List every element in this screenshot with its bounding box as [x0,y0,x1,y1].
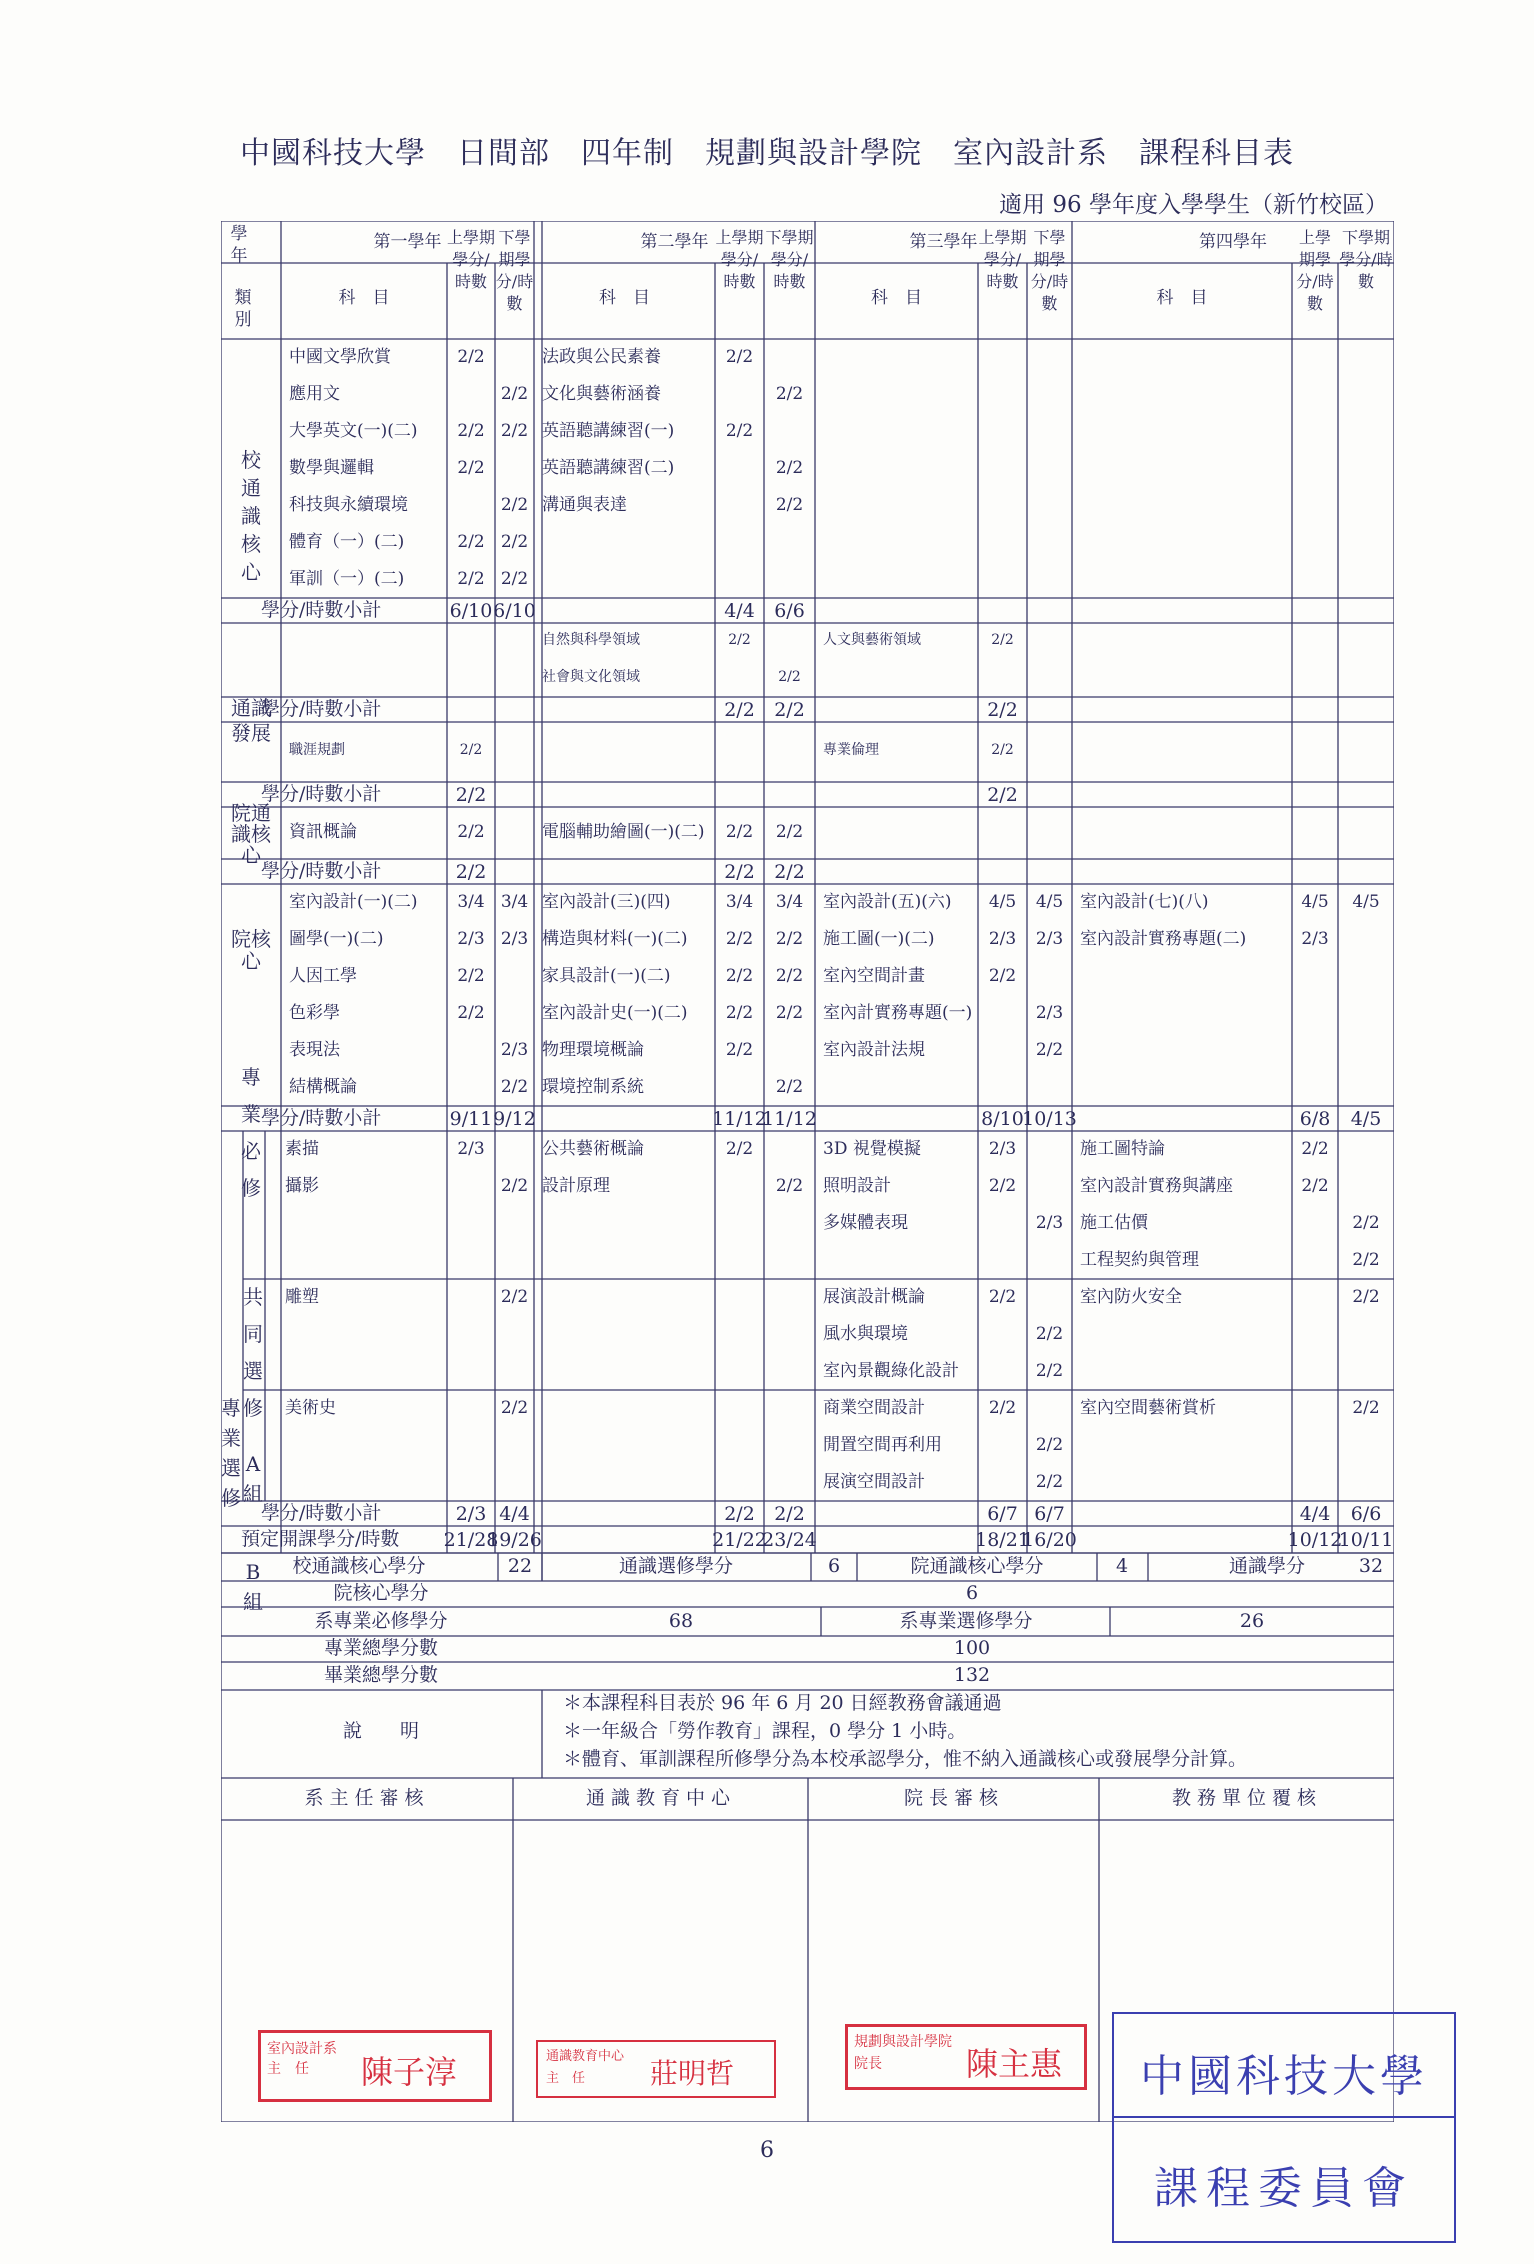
note-line: ＊本課程科目表於 96 年 6 月 20 日經教務會議通過 [563,1692,1002,1714]
credit-upper: 2/2 [988,965,1017,986]
subtotal-value: 9/11 [449,1107,493,1130]
subtotal-value: 4/4 [499,1502,530,1525]
header-upper: 上學期學分/時數 [978,228,1027,291]
stamp-gen-ed-name: 莊明哲 [650,2057,735,2090]
section-general-dev: 通識發展 [231,696,271,745]
subtotal-label: 學分/時數小計 [261,782,382,805]
signoff-label: 通識教育中心 [585,1787,737,1809]
course-name: 自然與科學領域 [542,631,640,648]
credit-upper: 2/2 [991,631,1014,648]
course-name: 素描 [285,1138,319,1159]
credit-upper: 2/2 [988,1286,1017,1307]
subtotal-value: 2/2 [455,860,487,883]
summary-major-total-label: 專業總學分數 [323,1637,439,1659]
course-name: 風水與環境 [823,1323,908,1344]
planned-value: 18/21 [975,1528,1030,1551]
section-college-core: 院核心 [231,927,271,973]
course-name: 展演設計概論 [823,1286,925,1307]
credit-upper: 2/2 [457,420,485,441]
credit-lower: 2/2 [1352,1397,1380,1418]
course-name: 施工圖(一)(二) [823,928,935,949]
subtotal-value: 2/2 [455,783,487,806]
course-name: 色彩學 [289,1002,340,1023]
course-name: 公共藝術概論 [542,1138,644,1159]
header-year-3: 第三學年 [909,232,978,252]
course-name: 結構概論 [289,1076,357,1097]
credit-upper: 2/2 [1301,1175,1329,1196]
summary-major-req-label: 系專業必修學分 [314,1610,448,1632]
note-line: ＊一年級合「勞作教育」課程，0 學分 1 小時。 [563,1720,967,1742]
subtotal-value: 2/2 [774,698,805,721]
credit-upper: 2/3 [988,928,1017,949]
course-name: 美術史 [285,1397,336,1418]
header-subject: 科 目 [599,288,650,308]
subtotal-value: 2/2 [774,1502,805,1525]
header-lower: 下學期學分/時數 [765,228,814,291]
course-name: 資訊概論 [289,822,357,842]
stamp-dean [845,2024,1087,2090]
course-name: 工程契約與管理 [1080,1249,1199,1270]
subtotal-value: 6/6 [774,599,805,622]
credit-upper: 2/2 [457,346,485,367]
stamp-gen-ed-org: 通識教育中心 [546,2049,625,2064]
summary-gen-elective-val: 6 [827,1555,841,1577]
header-subject: 科 目 [338,288,390,308]
credit-upper: 2/2 [457,965,485,986]
credit-lower: 2/2 [775,1175,804,1196]
summary-college-gen-core-val: 4 [1115,1555,1129,1577]
course-name: 中國文學欣賞 [289,346,391,367]
course-name: 設計原理 [542,1175,610,1196]
course-name: 環境控制系統 [542,1076,644,1097]
credit-upper: 2/3 [988,1138,1017,1159]
planned-value: 21/22 [712,1528,767,1551]
header-subject: 科 目 [1156,288,1208,308]
course-name: 室內設計(一)(二) [289,891,418,912]
credit-lower: 2/2 [775,383,804,404]
course-name: 室內景觀綠化設計 [823,1360,959,1381]
credit-lower: 2/2 [500,383,529,404]
summary-major-req-val: 68 [668,1610,694,1632]
course-name: 文化與藝術涵養 [542,383,661,404]
course-name: 室內設計史(一)(二) [542,1002,688,1023]
page-title: 中國科技大學 日間部 四年制 規劃與設計學院 室內設計系 課程科目表 [240,136,1294,171]
stamp-dean-title: 院長 [854,2056,882,2072]
course-name: 數學與邏輯 [289,457,374,478]
header-upper: 上學期學分/時數 [715,228,764,291]
stamp-dean-name: 陳主惠 [966,2045,1063,2083]
credit-upper: 3/4 [725,891,754,912]
subtotal-label: 學分/時數小計 [261,1106,382,1129]
subtotal-value: 6/8 [1299,1107,1331,1130]
summary-grad-total-label: 畢業總學分數 [323,1664,439,1686]
summary-college-core-val: 6 [965,1582,979,1604]
planned-value: 19/26 [487,1528,542,1551]
subtotal-value: 6/7 [987,1502,1018,1525]
header-category-label: 類別 [234,288,252,330]
credit-upper: 2/2 [1301,1138,1329,1159]
course-name: 室內設計法規 [823,1039,925,1060]
credit-upper: 2/2 [725,1138,754,1159]
credit-lower: 2/2 [775,457,804,478]
course-name: 室內設計(七)(八) [1080,891,1209,912]
header-year-1: 第一學年 [373,232,442,252]
section-major-elective: 專業選修 [221,1396,241,1510]
credit-upper: 2/2 [725,1002,754,1023]
course-name: 電腦輔助繪圖(一)(二) [542,822,705,842]
summary-gen-total-val: 32 [1358,1555,1384,1577]
credit-lower: 2/2 [1352,1286,1380,1307]
course-name: 社會與文化領域 [542,668,640,685]
credit-upper: 2/2 [457,1002,485,1023]
curriculum-table [221,221,1394,2122]
credit-lower: 2/2 [1035,1471,1064,1492]
header-year-label: 學年 [230,224,248,266]
course-name: 軍訓（一）(二) [289,568,405,589]
section-group-a: A組 [243,1452,263,1506]
subtotal-value: 6/10 [493,599,536,622]
credit-lower: 2/2 [775,965,804,986]
subtotal-value: 6/10 [449,599,493,622]
course-name: 應用文 [289,383,340,404]
subtotal-value: 9/12 [493,1107,536,1130]
credit-upper: 2/3 [457,1138,485,1159]
summary-major-total-val: 100 [953,1637,991,1659]
signoff-label: 系主任審核 [304,1787,430,1809]
signoff-label: 院長審核 [903,1787,1005,1809]
credit-upper: 2/2 [457,531,485,552]
section-common-elective: 共同選修 [243,1285,263,1420]
course-name: 圖學(一)(二) [289,928,384,949]
section-group-b: B組 [243,1560,263,1614]
signoff-label: 教務單位覆核 [1171,1787,1323,1809]
committee-seal [1112,2012,1456,2243]
course-name: 專業倫理 [823,742,879,758]
credit-upper: 4/5 [1301,891,1329,912]
subtotal-value: 11/12 [762,1107,817,1130]
credit-lower: 2/2 [500,420,529,441]
course-name: 構造與材料(一)(二) [542,928,688,949]
credit-lower: 2/3 [1035,928,1064,949]
credit-lower: 2/2 [500,1286,529,1307]
course-name: 人文與藝術領域 [823,631,921,648]
header-lower: 下學期學分/時數 [495,228,534,313]
subtotal-value: 6/7 [1034,1502,1065,1525]
credit-lower: 4/5 [1035,891,1064,912]
stamp-dept-name: 陳子淳 [361,2053,458,2091]
course-name: 展演空間設計 [823,1471,925,1492]
planned-label: 預定開課學分/時數 [241,1527,400,1550]
summary-college-core-label: 院核心學分 [333,1582,429,1604]
subtotal-value: 8/10 [981,1107,1024,1130]
course-name: 體育（一）(二) [289,531,405,552]
credit-upper: 2/2 [988,1397,1017,1418]
credit-lower: 2/2 [1035,1323,1064,1344]
header-year-4: 第四學年 [1199,232,1267,252]
course-name: 職涯規劃 [289,742,345,758]
stamp-dept-org: 室內設計系 [267,2041,337,2057]
section-college-gen-core: 院通識核心 [231,801,271,867]
subtotal-label: 學分/時數小計 [261,697,382,720]
stamp-dept-title: 主 任 [267,2061,309,2077]
summary-school-core-label: 校通識核心學分 [292,1555,426,1577]
planned-value: 21/28 [443,1528,499,1551]
summary-major-elec-val: 26 [1239,1610,1265,1632]
course-name: 室內設計(五)(六) [823,891,952,912]
subtotal-value: 2/2 [724,860,755,883]
planned-value: 10/12 [1287,1528,1343,1551]
subtotal-label: 學分/時數小計 [261,598,382,621]
header-year-2: 第二學年 [640,232,709,252]
credit-lower: 2/2 [500,494,529,515]
course-name: 家具設計(一)(二) [542,965,671,986]
subtotal-value: 2/2 [987,698,1018,721]
course-name: 多媒體表現 [823,1212,908,1233]
summary-major-elec-label: 系專業選修學分 [899,1610,1033,1632]
credit-lower: 2/2 [500,1397,529,1418]
header-upper: 上學期學分/時數 [1296,228,1334,313]
credit-upper: 2/2 [459,742,483,758]
credit-lower: 2/2 [1352,1212,1380,1233]
course-name: 雕塑 [285,1286,319,1307]
stamp-gen-ed-title: 主 任 [546,2071,586,2086]
course-name: 照明設計 [823,1175,891,1196]
course-name: 閒置空間再利用 [823,1434,942,1455]
seal-line-1: 中國科技大學 [1140,2051,1428,2102]
credit-upper: 2/2 [725,822,754,842]
note-line: ＊體育、軍訓課程所修學分為本校承認學分，惟不納入通識核心或發展學分計算。 [563,1748,1248,1770]
subtotal-value: 2/3 [455,1502,487,1525]
credit-upper: 4/5 [988,891,1017,912]
credit-upper: 2/2 [991,742,1014,758]
subtotal-value: 10/13 [1022,1107,1077,1130]
course-name: 室內空間計畫 [823,965,925,986]
subtotal-value: 4/4 [724,599,755,622]
header-upper: 上學期學分/時數 [447,228,496,291]
subtotal-value: 6/6 [1350,1502,1382,1525]
credit-upper: 2/2 [988,1175,1017,1196]
page-subtitle: 適用 96 學年度入學學生（新竹校區） [999,192,1388,218]
credit-lower: 2/2 [500,1175,529,1196]
header-subject: 科 目 [871,288,922,308]
credit-lower: 2/2 [778,668,801,685]
credit-lower: 2/2 [1035,1434,1064,1455]
summary-gen-elective-label: 通識選修學分 [618,1555,734,1577]
course-name: 室內空間藝術賞析 [1080,1397,1216,1418]
credit-lower: 2/2 [775,1076,804,1097]
planned-value: 23/24 [762,1528,817,1551]
course-name: 物理環境概論 [542,1039,644,1060]
credit-upper: 2/3 [1301,928,1329,949]
credit-lower: 3/4 [500,891,529,912]
credit-upper: 2/2 [725,346,754,367]
subtotal-value: 4/5 [1350,1107,1382,1130]
credit-lower: 2/2 [500,531,529,552]
credit-lower: 2/2 [1035,1360,1064,1381]
credit-lower: 2/3 [1035,1212,1064,1233]
course-name: 室內設計實務專題(二) [1080,928,1247,949]
course-name: 法政與公民素養 [542,346,661,367]
credit-lower: 3/4 [775,891,804,912]
stamp-gen-ed [536,2040,776,2098]
subtotal-value: 2/2 [774,860,805,883]
credit-lower: 2/2 [500,568,529,589]
credit-upper: 2/2 [728,631,751,648]
course-name: 英語聽講練習(二) [542,457,675,478]
subtotal-value: 2/2 [987,783,1018,806]
header-lower: 下學期學分/時數 [1339,228,1393,291]
subtotal-label: 學分/時數小計 [261,859,382,882]
stamp-dept-chair [258,2030,492,2102]
credit-upper: 2/2 [457,457,485,478]
credit-lower: 2/2 [775,1002,804,1023]
subtotal-value: 2/2 [724,698,755,721]
credit-upper: 2/2 [725,1039,754,1060]
credit-lower: 4/5 [1352,891,1380,912]
course-name: 室內防火安全 [1080,1286,1182,1307]
credit-lower: 2/3 [500,928,529,949]
subtotal-value: 11/12 [712,1107,767,1130]
credit-upper: 2/2 [725,928,754,949]
credit-lower: 2/2 [775,822,804,842]
course-name: 施工圖特論 [1080,1138,1165,1159]
summary-school-core-val: 22 [507,1555,533,1577]
section-major-required: 專業必修 [241,1065,261,1200]
credit-upper: 2/2 [725,965,754,986]
course-name: 溝通與表達 [542,494,627,515]
subtotal-label: 學分/時數小計 [261,1501,382,1524]
credit-lower: 2/2 [1035,1039,1064,1060]
course-name: 室內設計實務與講座 [1080,1175,1233,1196]
course-name: 攝影 [285,1175,319,1196]
page-number: 6 [760,2138,774,2163]
credit-upper: 2/2 [457,822,485,842]
stamp-dean-org: 規劃與設計學院 [854,2034,952,2050]
credit-lower: 2/2 [500,1076,529,1097]
credit-upper: 3/4 [457,891,485,912]
credit-lower: 2/3 [500,1039,529,1060]
seal-line-2: 課程委員會 [1154,2163,1414,2214]
subtotal-value: 4/4 [1299,1502,1331,1525]
planned-value: 10/11 [1338,1528,1394,1551]
credit-upper: 2/3 [457,928,485,949]
header-lower: 下學期學分/時數 [1030,228,1069,313]
credit-lower: 2/2 [1352,1249,1380,1270]
summary-grad-total-val: 132 [953,1664,991,1686]
credit-lower: 2/2 [775,928,804,949]
credit-lower: 2/2 [775,494,804,515]
summary-college-gen-core-label: 院通識核心學分 [910,1555,1044,1577]
course-name: 表現法 [289,1039,340,1060]
notes-label: 說 明 [342,1720,420,1742]
subtotal-value: 2/2 [724,1502,755,1525]
credit-lower: 2/3 [1035,1002,1064,1023]
course-name: 室內設計(三)(四) [542,891,671,912]
credit-upper: 2/2 [725,420,754,441]
section-school-core: 校通識核心 [241,448,261,584]
course-name: 施工估價 [1080,1212,1148,1233]
course-name: 大學英文(一)(二) [289,420,418,441]
course-name: 商業空間設計 [823,1397,925,1418]
planned-value: 16/20 [1022,1528,1077,1551]
course-name: 人因工學 [289,965,357,986]
summary-gen-total-label: 通識學分 [1228,1555,1306,1577]
course-name: 英語聽講練習(一) [542,420,675,441]
course-name: 室內計實務專題(一) [823,1002,973,1023]
course-name: 科技與永續環境 [289,494,408,515]
credit-upper: 2/2 [457,568,485,589]
course-name: 3D 視覺模擬 [823,1138,921,1159]
